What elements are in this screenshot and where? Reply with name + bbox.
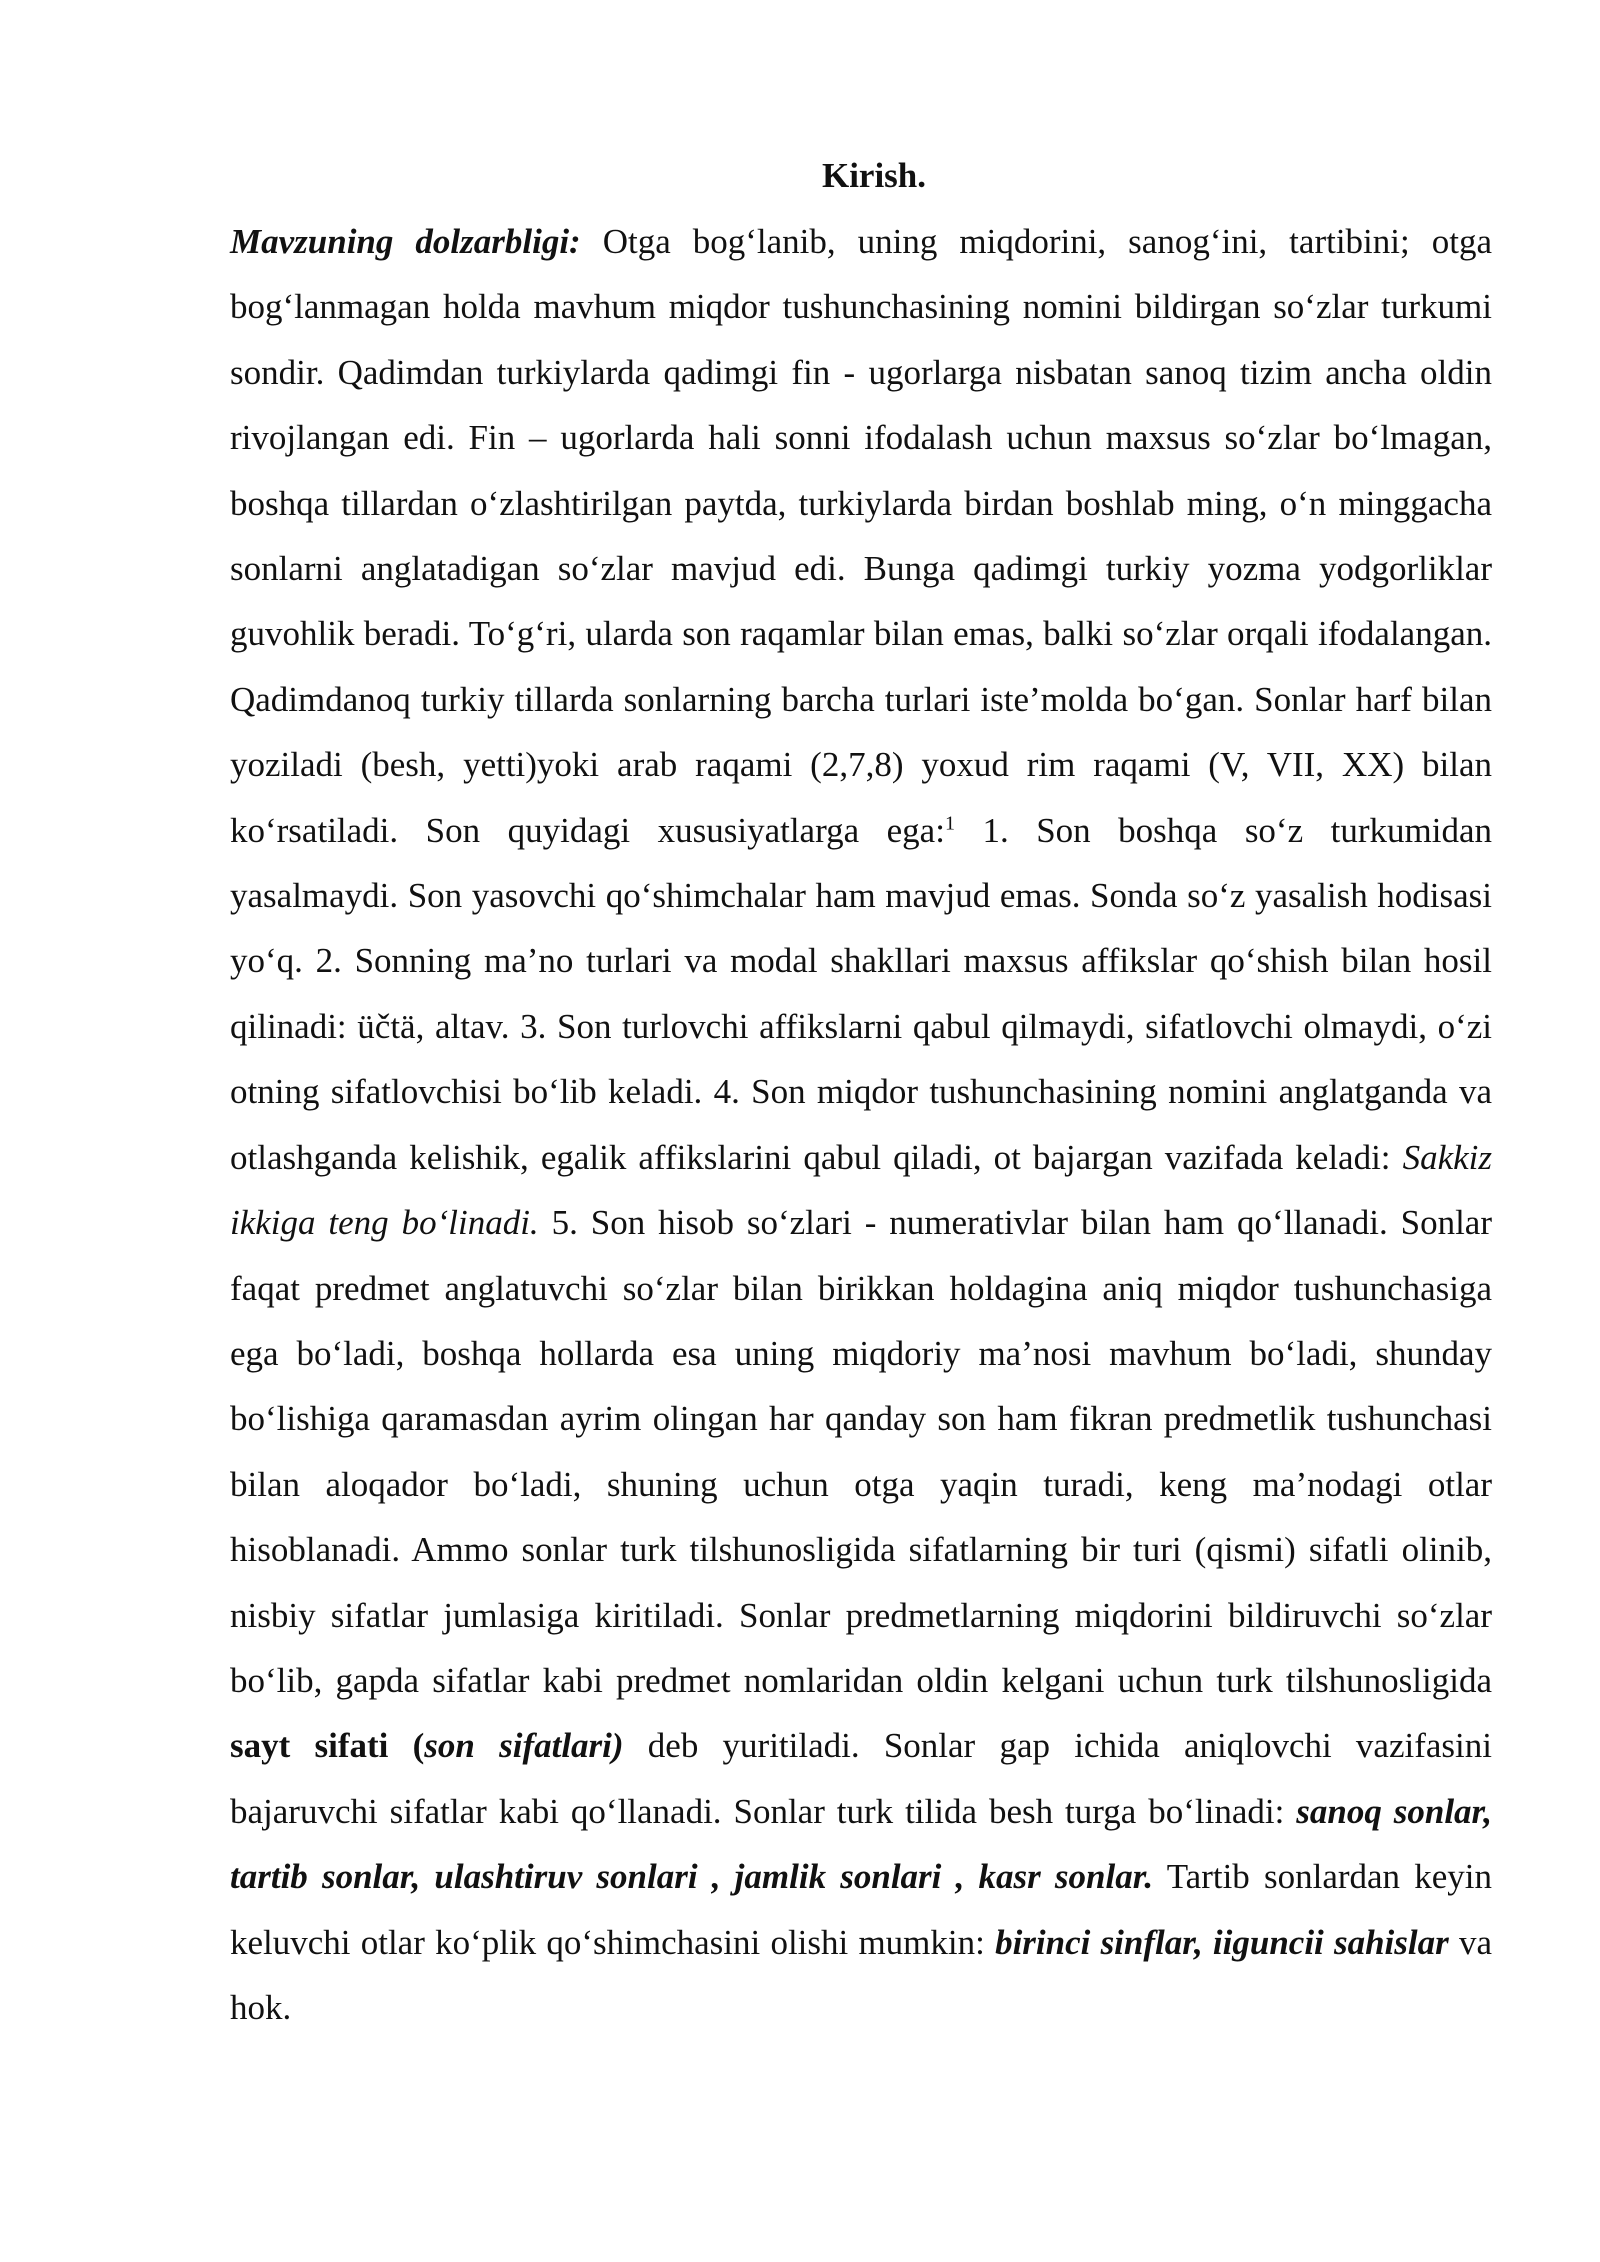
- paragraph-text-1: Otga bog‘lanib, uning miqdorini, sanog‘ini, tartibini; otga bog‘lanmagan holda mavhum miqdor tushunchasining nomini bildirgan so‘zlar turkumi sondir. Qadimdan turkiylarda qadimgi fin - ugorlarga nisbatan sanoq tizim ancha oldin rivojlangan edi. Fin – ugorlarda hali sonni ifodalash uchun maxsus so‘zlar bo‘lmagan, boshqa tillardan o‘zlashtirilgan paytda, turkiylarda birdan boshlab ming, o‘n minggacha sonlarni anglatadigan so‘zlar mavjud edi. Bunga qadimgi turkiy yozma yodgorliklar guvohlik beradi. To‘g‘ri, ularda son raqamlar bilan emas, balki so‘zlar orqali ifodalangan. Qadimdanoq turkiy tillarda sonlarning barcha turlari iste’molda bo‘gan. Sonlar harf bilan yoziladi (besh, yetti)yoki arab raqami (2,7,8) yoxud rim raqami (V, VII, XX) bilan ko‘rsatiladi. Son quyidagi xususiyatlarga ega:: [230, 222, 1492, 850]
- example-sentence: Sakkiz ikkiga teng bo‘linadi.: [230, 1137, 1492, 1243]
- number-types-list: sanoq sonlar, tartib sonlar, ulashtiruv sonlari , jamlik sonlari , kasr sonlar.: [230, 1791, 1492, 1897]
- term-son-sifatlari: son sifatlari): [424, 1726, 624, 1766]
- term-sayt-sifati: sayt sifati (: [230, 1726, 425, 1766]
- paragraph-text-6: va hok.: [230, 1922, 1492, 2027]
- paragraph-text-2: 1. Son boshqa so‘z turkumidan yasalmaydi. Son yasovchi qo‘shimchalar ham mavjud emas. Sonda so‘z yasalish hodisasi yo‘q. 2. Sonning ma’no turlari va modal shakllari maxsus affikslar qo‘shish bilan hosil qilinadi: üčtä, altav. 3. Son turlovchi affikslarni qabul qilmaydi, sifatlovchi olmaydi, o‘zi otning sifatlovchisi bo‘lib keladi. 4. Son miqdor tushunchasining nomini anglatganda va otlashganda kelishik, egalik affikslarini qabul qiladi, ot bajargan vazifada keladi:: [230, 810, 1492, 1177]
- paragraph-text-4: deb yuritiladi. Sonlar gap ichida aniqlovchi vazifasini bajaruvchi sifatlar kabi qo‘llanadi. Sonlar turk tilida besh turga bo‘linadi:: [230, 1726, 1492, 1831]
- lead-label: Mavzuning dolzarbligi:: [230, 222, 581, 261]
- paragraph-text-5: Tartib sonlardan keyin keluvchi otlar ko‘plik qo‘shimchasini olishi mumkin:: [230, 1857, 1492, 1962]
- body-paragraph: [230, 209, 1492, 2040]
- paragraph-text-3: 5. Son hisob so‘zlari - numerativlar bilan ham qo‘llanadi. Sonlar faqat predmet anglatuvchi so‘zlar bilan birikkan holdagina aniq miqdor tushunchasiga ega bo‘ladi, boshqa hollarda esa uning miqdoriy ma’nosi mavhum bo‘ladi, shunday bo‘lishiga qaramasdan ayrim olingan har qanday son ham fikran predmetlik tushunchasi bilan aloqador bo‘ladi, shuning uchun otga yaqin turadi, keng ma’nodagi otlar hisoblanadi. Ammo sonlar turk tilshunosligida sifatlarning bir turi (qismi) sifatli olinib, nisbiy sifatlar jumlasiga kiritiladi. Sonlar predmetlarning miqdorini bildiruvchi so‘zlar bo‘lib, gapda sifatlar kabi predmet nomlaridan oldin kelgani uchun turk tilshunosligida: [230, 1203, 1492, 1700]
- plural-examples: birinci sinflar, iiguncii sahislar: [995, 1922, 1449, 1962]
- page-heading: Kirish.: [821, 156, 927, 195]
- footnote-marker[interactable]: 1: [944, 812, 955, 834]
